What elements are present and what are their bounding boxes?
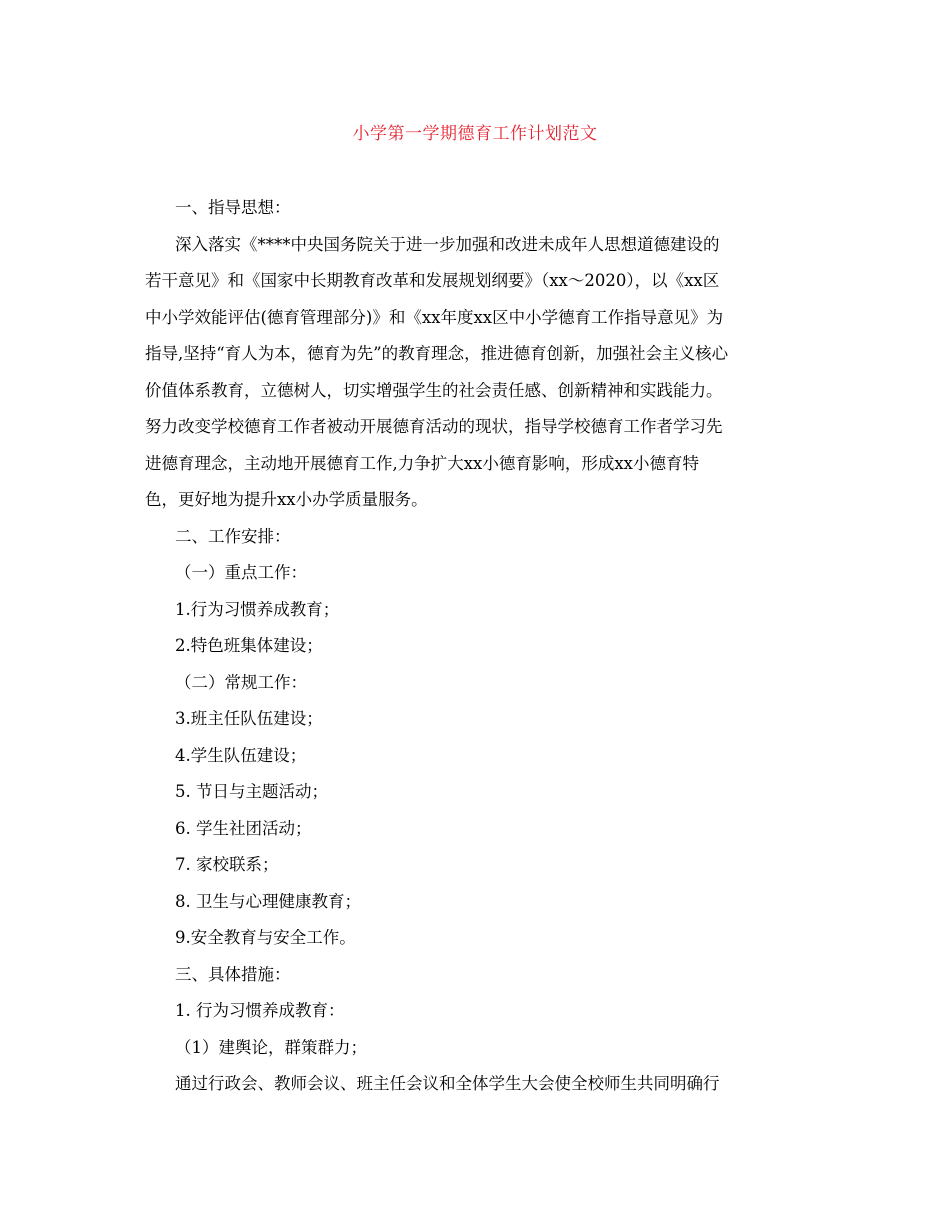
paragraph-line: 9.安全教育与安全工作。 <box>175 928 356 947</box>
paragraph-line: 2.特色班集体建设； <box>175 636 323 655</box>
paragraph-line: 一、指导思想： <box>175 198 291 217</box>
paragraph-line: （1）建舆论，群策群力； <box>175 1037 367 1057</box>
paragraph-line: 色，更好地为提升xx小办学质量服务。 <box>145 490 428 509</box>
paragraph-line: 7. 家校联系； <box>175 855 279 874</box>
document-body <box>145 190 810 1103</box>
paragraph-line: 二、工作安排： <box>175 526 291 546</box>
paragraph-line: 通过行政会、教师会议、班主任会议和全体学生大会使全校师生共同明确行 <box>175 1074 720 1093</box>
paragraph-line: 若干意见》和《国家中长期教育改革和发展规划纲要》（xx～2020），以《xx区 <box>145 271 720 290</box>
paragraph-line: 指导,坚持“育人为本，德育为先”的教育理念，推进德育创新，加强社会主义核心 <box>145 344 729 363</box>
paragraph-line: 6. 学生社团活动； <box>175 818 312 838</box>
paragraph-line: （一）重点工作： <box>175 563 307 582</box>
paragraph-line: （二）常规工作： <box>175 672 307 692</box>
paragraph-line: 3.班主任队伍建设； <box>175 709 323 728</box>
paragraph-line: 1.行为习惯养成教育； <box>175 599 340 619</box>
paragraph-line: 价值体系教育，立德树人，切实增强学生的社会责任感、创新精神和实践能力。 <box>145 380 723 400</box>
paragraph-line: 5. 节日与主题活动； <box>175 782 328 801</box>
paragraph-line: 深入落实《****中央国务院关于进一步加强和改进未成年人思想道德建设的 <box>175 234 720 254</box>
paragraph-line: 8. 卫生与心理健康教育； <box>175 891 361 911</box>
paragraph-line: 4.学生队伍建设； <box>175 745 307 765</box>
document-title: 小学第一学期德育工作计划范文 <box>352 124 598 144</box>
paragraph-line: 努力改变学校德育工作者被动开展德育活动的现状，指导学校德育工作者学习先 <box>145 417 723 436</box>
paragraph-line: 中小学效能评估(德育管理部分)》和《xx年度xx区中小学德育工作指导意见》为 <box>145 307 724 327</box>
paragraph-line: 1. 行为习惯养成教育： <box>175 1001 345 1020</box>
paragraph-line: 三、具体措施： <box>175 964 291 984</box>
paragraph-line: 进德育理念，主动地开展德育工作,力争扩大xx小德育影响，形成xx小德育特 <box>145 453 699 473</box>
